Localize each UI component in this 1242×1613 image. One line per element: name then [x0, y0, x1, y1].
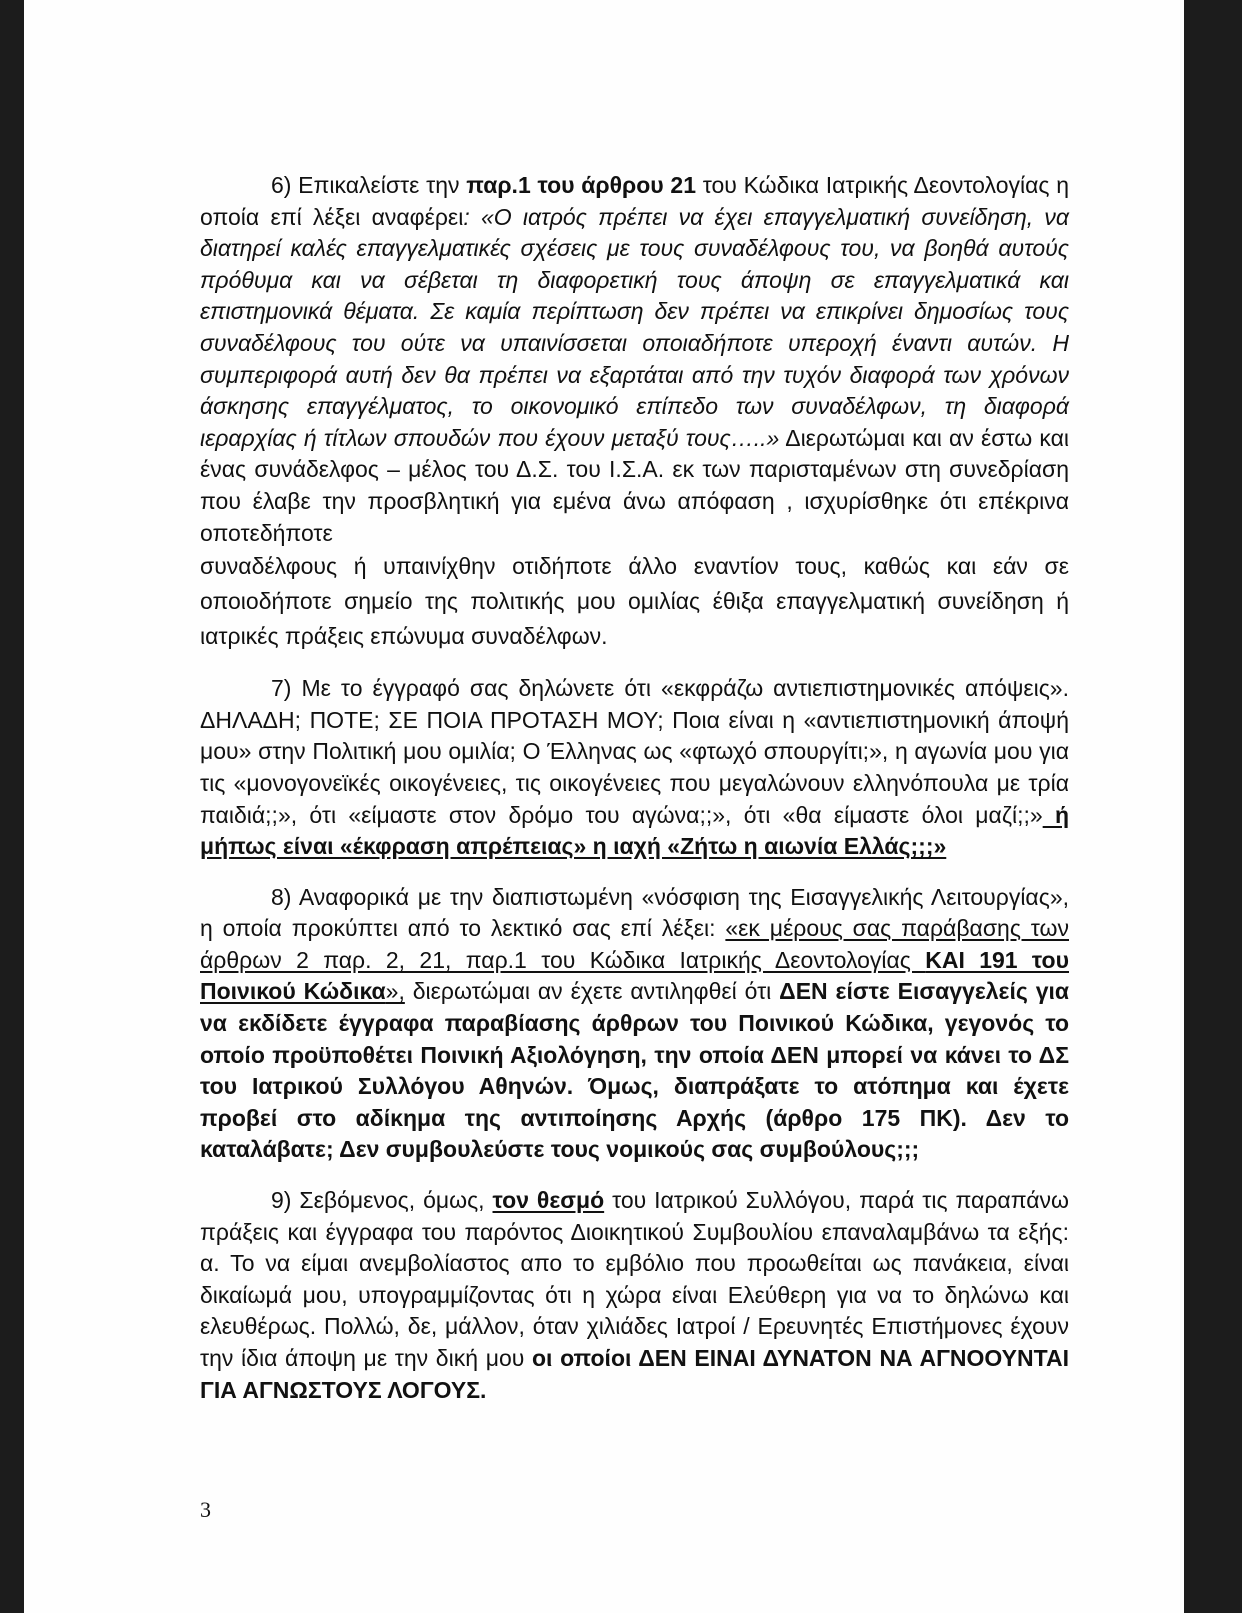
text-run: : «Ο ιατρός πρέπει να έχει επαγγελματική συνείδηση, να διατηρεί καλές επαγγελματικές σχέσεις με τους συναδέλφους του, να βοηθά αυτούς πρόθυμα και να σέβεται τη διαφορετική τους άποψη σε επαγγελματικά και επιστημονικά θέματα. Σε καμία περίπτωση δεν πρέπει να επικρίνει δημοσίως τους συναδέλφους του ούτε να υπαινίσσεται οποιαδήποτε υπεροχή έναντι αυτών. Η συμπεριφορά αυτή δεν θα πρέπει να εξαρτάται από την τυχόν διαφορά των χρόνων άσκησης επαγγέλματος, το οικονομικό επίπεδο των συναδέλφων, τη διαφορά ιεραρχίας ή τίτλων σπουδών που έχουν μεταξύ τους…..» [200, 203, 1070, 451]
text-run: οι οποίοι ΔΕΝ ΕΙΝΑΙ ΔΥΝΑΤΟΝ ΝΑ ΑΓΝΟΟΥΝΤΑΙ ΓΙΑ ΑΓΝΩΣΤΟΥΣ ΛΟΓΟΥΣ. [200, 1345, 1069, 1403]
text-run: ΚΑΙ 191 του Ποινικού Κώδικα [200, 946, 1069, 1005]
text-run: 7) Με το έγγραφό σας δηλώνετε ότι «εκφράζω αντιεπιστημονικές απόψεις». ΔΗΛΑΔΗ; ΠΟΤΕ; ΣΕ ΠΟΙΑ ΠΡΟΤΑΣΗ ΜΟΥ; Ποια είναι η «αντιεπιστημονική άποψή μου» στην Πολιτική μου ομιλία; Ο Έλληνας ως «φτωχό σπουργίτι;», η αγωνία μου για τις «μονογονεϊκές οικογένειες, τις οικογένειες που μεγαλώνουν ελληνόπουλα με τρία παιδιά;;», ότι «είμαστε στον δρόμο του αγώνα;;», ότι «θα είμαστε όλοι μαζί;;» [200, 675, 1069, 828]
text-run: διερωτώμαι αν έχετε αντιληφθεί ότι [404, 978, 780, 1005]
page-body [200, 170, 1069, 1425]
text-run: Διερωτώμαι και αν έστω και ένας συνάδελφος – μέλος του Δ.Σ. του Ι.Σ.Α. εκ των παρισταμένων στη συνεδρίαση που έλαβε την προσβλητική για εμένα άνω απόφαση , ισχυρίσθηκε ότι επέκρινα οποτεδήποτε [200, 424, 1069, 546]
text-run: 9) Σεβόμενος, όμως, [271, 1187, 493, 1214]
text-run: ή μήπως είναι «έκφραση απρέπειας» η ιαχή «Ζήτω η αιωνία Ελλάς;;;» [200, 801, 1070, 860]
paragraph-6-body [200, 172, 1069, 546]
page-number: 3 [200, 1497, 211, 1522]
text-run: του Κώδικα Ιατρικής Δεοντολογίας η οποία επί λέξει αναφέρει [200, 172, 1069, 230]
text-run: του Ιατρικού Συλλόγου, παρά τις παραπάνω πράξεις και έγγραφα του παρόντος Διοικητικού Συμβουλίου επαναλαμβάνω τα εξής: α. Το να είμαι ανεμβολίαστος απο το εμβόλιο που προωθείται ως πανάκεια, είναι δικαίωμά μου, υπογραμμίζοντας ότι η χώρα είναι Ελεύθερη για να το δηλώνω και ελευθέρως. Πολλώ, δε, μάλλον, όταν χιλιάδες Ιατροί / Ερευνητές Επιστήμονες έχουν την ίδια άποψη με την δική μου [200, 1187, 1069, 1371]
text-run: παρ.1 του άρθρου 21 [466, 172, 696, 198]
text-run: τον θεσμό [492, 1187, 605, 1214]
text-run: 8) Αναφορικά με την διαπιστωμένη «νόσφιση της Εισαγγελικής Λειτουργίας», η οποία προκύπτει από το λεκτικό σας επί λέξει: [200, 883, 1069, 942]
document-page [24, 0, 1184, 1613]
text-run: », [385, 978, 405, 1005]
text-run: 6) Επικαλείστε την [271, 172, 467, 198]
paragraph-6 [200, 170, 1069, 654]
paragraph-9 [200, 1185, 1069, 1406]
text-run: «εκ μέρους σας παράβασης των άρθρων 2 παρ. 2, 21, παρ.1 του Κώδικα Ιατρικής Δεοντολογίας [200, 915, 1069, 973]
paragraph-7 [200, 673, 1069, 863]
paragraph-6-tail: συναδέλφους ή υπαινίχθην οτιδήποτε άλλο εναντίον τους, καθώς και εάν σε οποιοδήποτε σημείο της πολιτικής μου ομιλίας έθιξα επαγγελματική συνείδηση ή ιατρικές πράξεις επώνυμα συναδέλφων. [200, 553, 1069, 650]
paragraph-8 [200, 882, 1069, 1166]
text-run: ΔΕΝ είστε Εισαγγελείς για να εκδίδετε έγγραφα παραβίασης άρθρων του Ποινικού Κώδικα, γεγονός το οποίο προϋποθέτει Ποινική Αξιολόγηση, την οποία ΔΕΝ μπορεί να κάνει το ΔΣ του Ιατρικού Συλλόγου Αθηνών. Όμως, διαπράξατε το ατόπημα και έχετε προβεί στο αδίκημα της αντιποίησης Αρχής (άρθρο 175 ΠΚ). Δεν το καταλάβατε; Δεν συμβουλεύστε τους νομικούς σας συμβούλους;;; [200, 978, 1070, 1163]
